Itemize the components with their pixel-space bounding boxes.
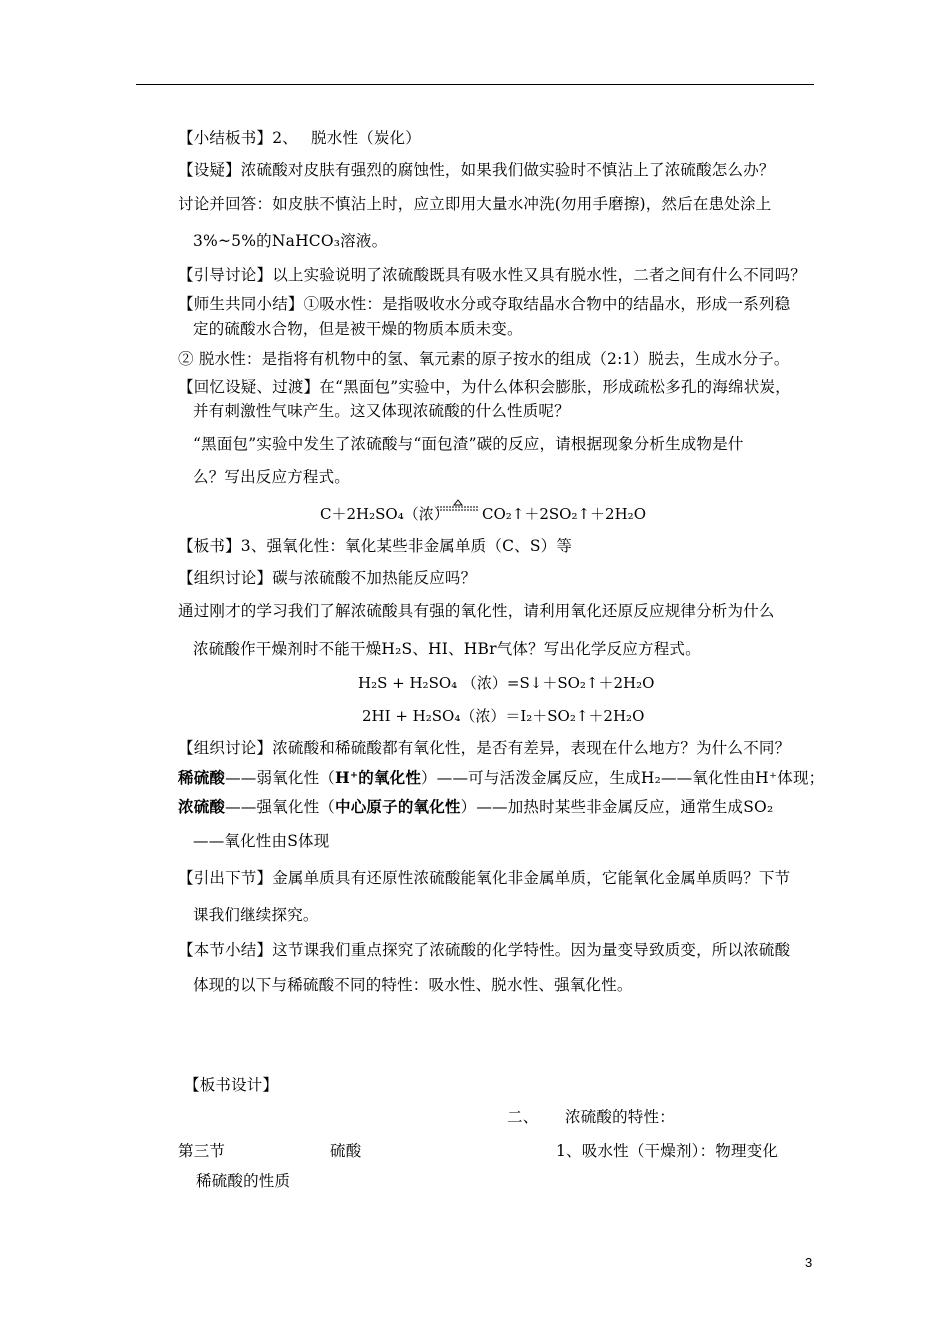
heat-condition-mark (436, 496, 480, 506)
text-line: ② 脱水性：是指将有机物中的氢、氧元素的原子按水的组成（2:1）脱去，生成水分子。 (178, 350, 790, 368)
bold-term: H⁺的氧化性 (335, 768, 422, 787)
text-span: ——强氧化性（ (225, 798, 336, 816)
text-span: ）——可与活泼金属反应，生成H₂——氧化性由H⁺体现； (421, 769, 825, 787)
text-line: 【设疑】浓硫酸对皮肤有强烈的腐蚀性，如果我们做实验时不慎沾上了浓硫酸怎么办？ (178, 161, 775, 179)
equation-hi: 2HI + H₂SO₄（浓）＝I₂＋SO₂↑＋2H₂O (362, 707, 645, 725)
bold-term: 中心原子的氧化性 (335, 797, 461, 816)
text-line: 定的硫酸水合物，但是被干燥的物质本质未变。 (193, 320, 523, 338)
text-line: 课我们继续探究。 (193, 906, 319, 924)
text-line: 【组织讨论】碳与浓硫酸不加热能反应吗？ (178, 569, 477, 587)
text-line: 【引出下节】金属单质具有还原性浓硫酸能氧化非金属单质，它能氧化金属单质吗？下节 (178, 869, 791, 887)
page-number: 3 (805, 1255, 813, 1270)
board-topic: 硫酸 (330, 1142, 362, 1160)
board-section: 第三节 (178, 1142, 226, 1160)
text-span: ——弱氧化性（ (225, 769, 336, 787)
equation-carbon-left: C＋2H₂SO₄（浓） (320, 505, 449, 523)
bold-term: 浓硫酸 (178, 797, 226, 816)
text-line: 浓硫酸作干燥剂时不能干燥H₂S、HI、HBr气体？写出化学反应方程式。 (193, 640, 701, 658)
text-line: 讨论并回答：如皮肤不慎沾上时，应立即用大量水冲洗(勿用手磨擦)，然后在患处涂上 (178, 195, 772, 213)
text-line: 3%~5%的NaHCO₃溶液。 (193, 232, 388, 250)
text-line: 【板书】3、强氧化性：氧化某些非金属单质（C、S）等 (178, 537, 573, 555)
text-line: ——氧化性由S体现 (193, 832, 330, 850)
text-line: 通过刚才的学习我们了解浓硫酸具有强的氧化性，请利用氧化还原反应规律分析为什么 (178, 602, 775, 620)
board-item: 1、吸水性（干燥剂）：物理变化 (556, 1142, 779, 1160)
board-design-title: 【板书设计】 (184, 1076, 279, 1094)
text-line: 体现的以下与稀硫酸不同的特性：吸水性、脱水性、强氧化性。 (193, 976, 633, 994)
dilute-acid-line (178, 768, 824, 788)
text-line: “黑面包”实验中发生了浓硫酸与“面包渣”碳的反应，请根据现象分析生成物是什 (193, 435, 744, 453)
equation-carbon-right: CO₂↑＋2SO₂↑＋2H₂O (482, 505, 646, 523)
text-line: 么？写出反应方程式。 (193, 468, 351, 486)
text-line: 【引导讨论】以上实验说明了浓硫酸既具有吸水性又具有脱水性，二者之间有什么不同吗？ (178, 266, 807, 284)
text-line: 【小结板书】2、 脱水性（炭化） (178, 129, 421, 147)
text-line: 【组织讨论】浓硫酸和稀硫酸都有氧化性，是否有差异，表现在什么地方？为什么不同？ (178, 739, 791, 757)
text-span: ）——加热时某些非金属反应，通常生成SO₂ (460, 798, 774, 816)
conc-acid-line (178, 797, 773, 817)
text-line: 并有刺激性气味产生。这又体现浓硫酸的什么性质呢？ (193, 402, 570, 420)
board-heading: 浓硫酸的特性： (565, 1108, 675, 1126)
text-line: 【师生共同小结】①吸水性：是指吸收水分或夺取结晶水合物中的结晶水，形成一系列稳 (178, 295, 791, 313)
equation-h2s: H₂S + H₂SO₄ （浓）=S↓＋SO₂↑＋2H₂O (358, 674, 655, 692)
bold-term: 稀硫酸 (178, 768, 226, 787)
board-dilute: 稀硫酸的性质 (196, 1172, 291, 1190)
heat-triangle-icon (436, 499, 480, 511)
board-heading-number: 二、 (507, 1108, 539, 1126)
header-rule (136, 84, 814, 85)
text-line: 【本节小结】这节课我们重点探究了浓硫酸的化学特性。因为量变导致质变，所以浓硫酸 (178, 941, 791, 959)
text-line: 【回忆设疑、过渡】在“黑面包”实验中，为什么体积会膨胀，形成疏松多孔的海绵状炭， (178, 378, 791, 396)
